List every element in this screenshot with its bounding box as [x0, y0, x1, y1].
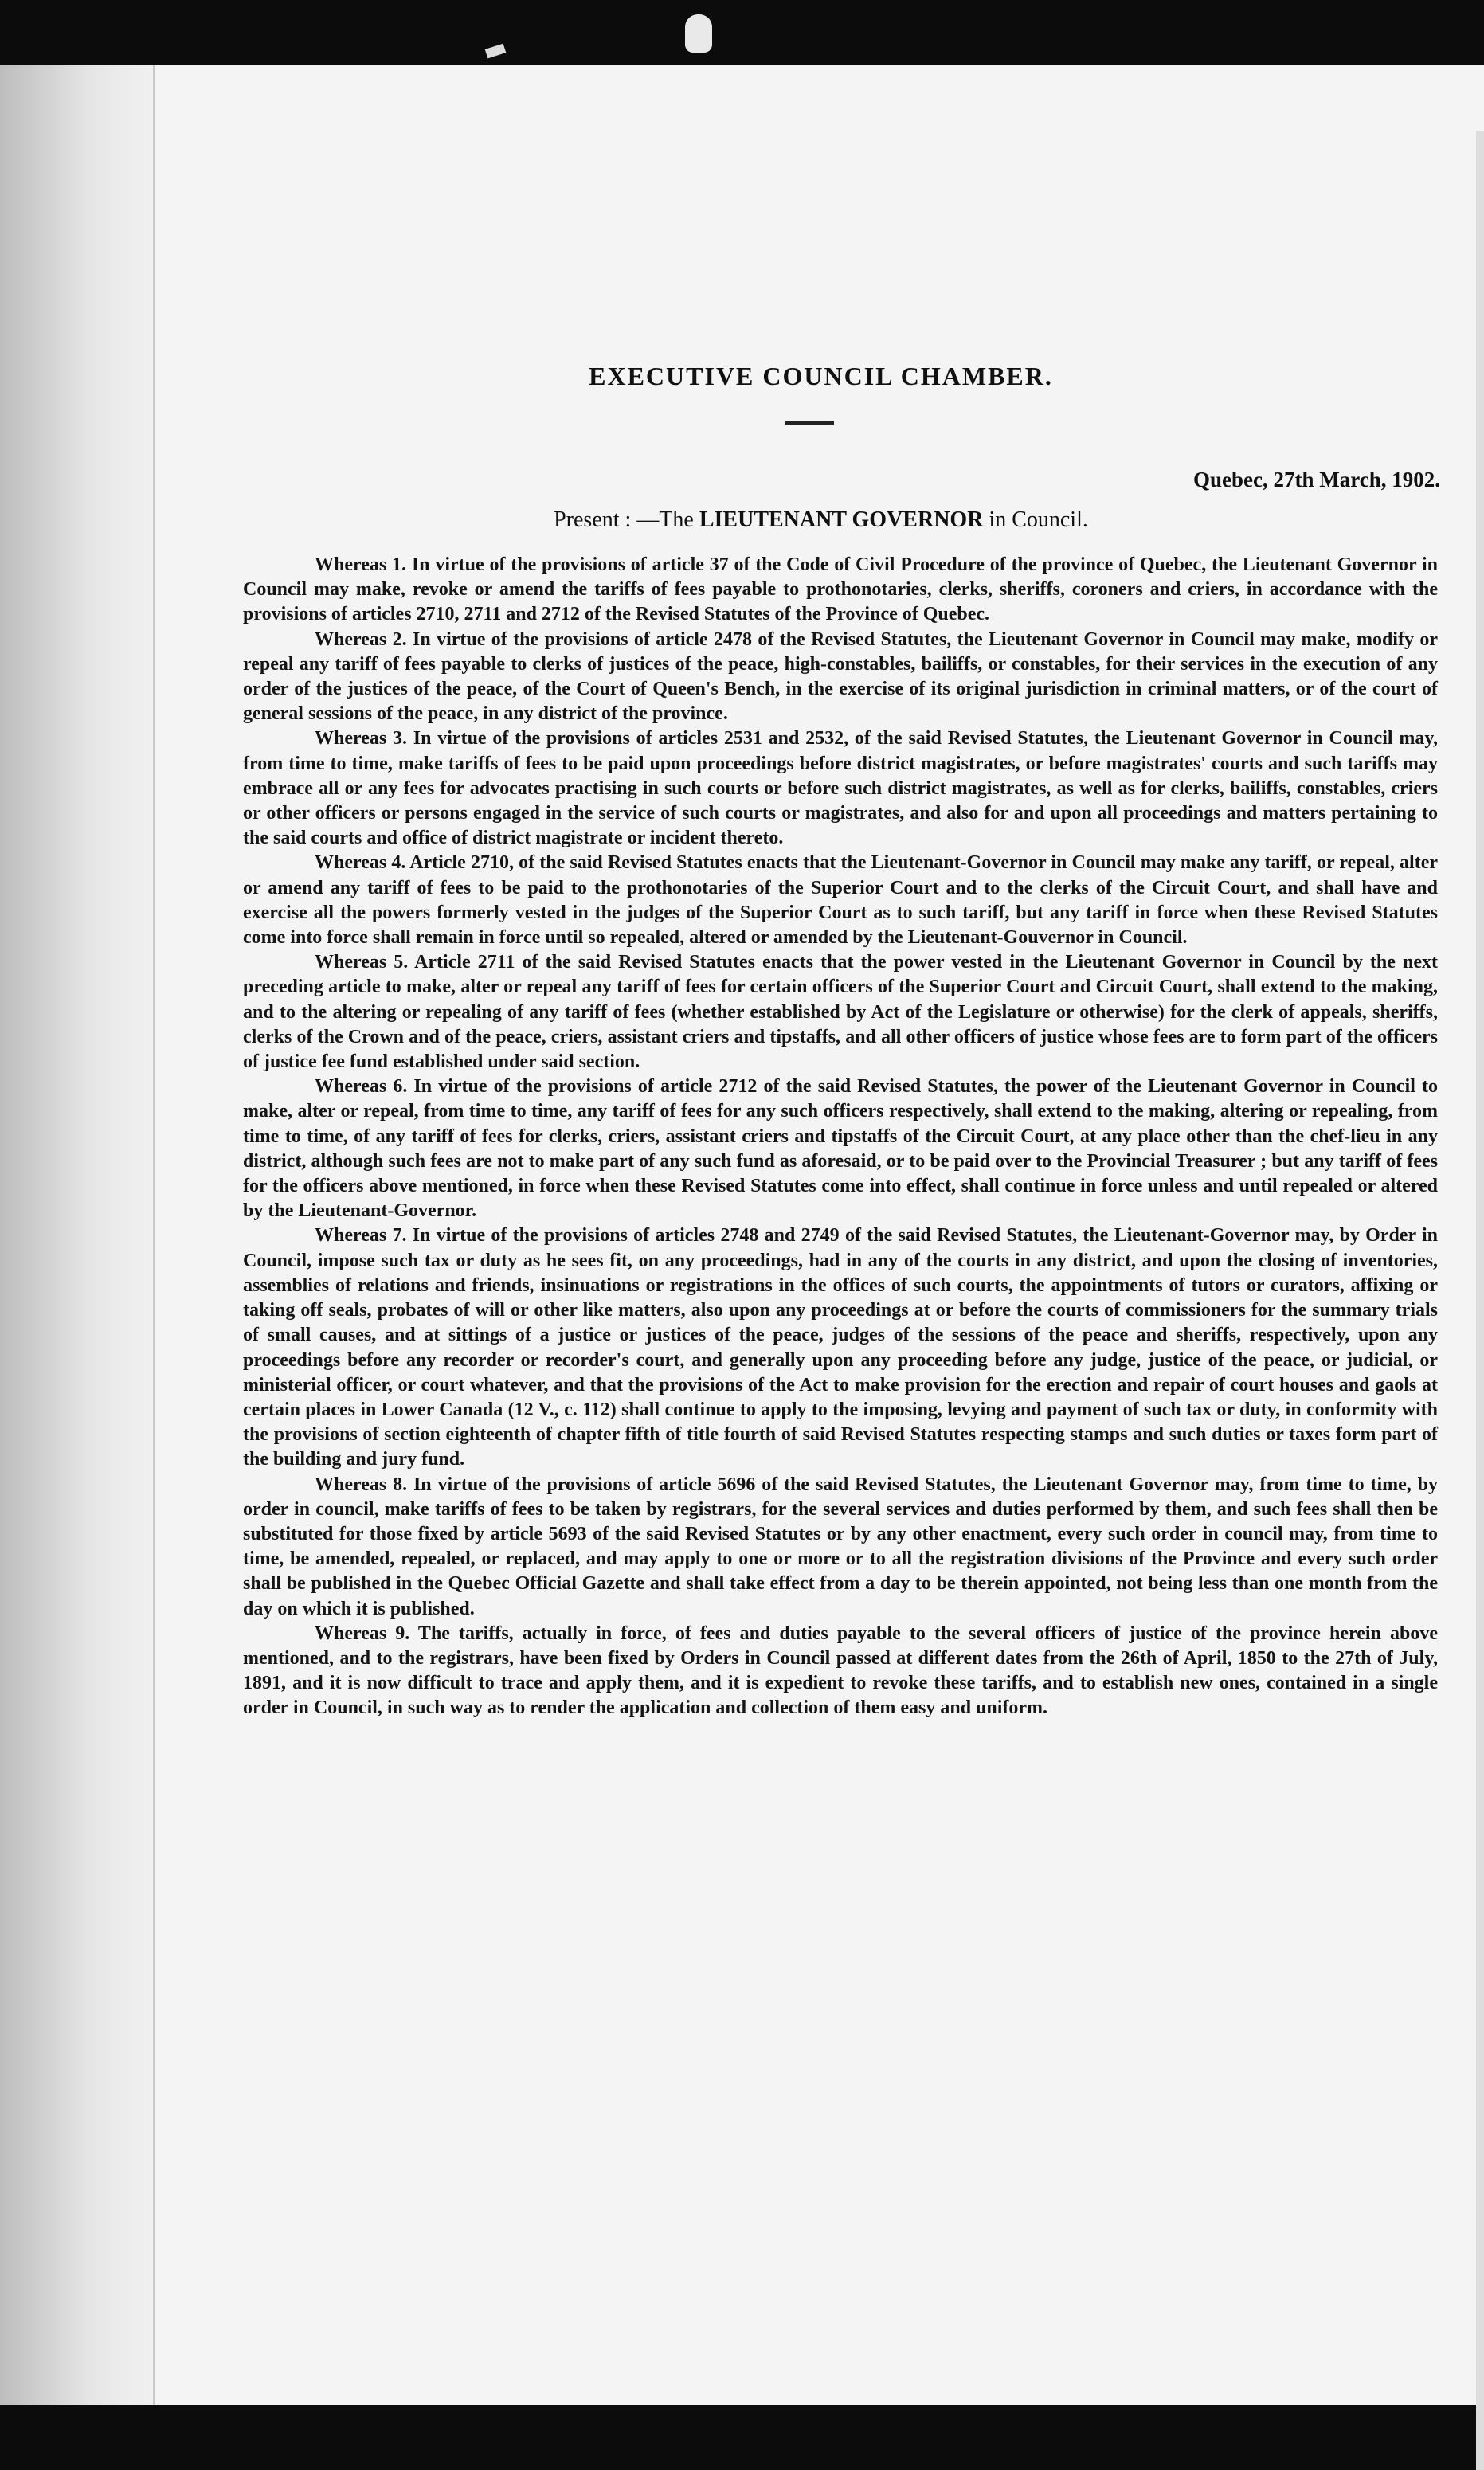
paragraph-whereas-4: Whereas 4. Article 2710, of the said Revised Statutes enacts that the Lieutenant-Governor in Council may make any tariff, or repeal, alter or amend any tariff of fees to be paid to the prothonotaries of the Superior Court and to the clerks of the Circuit Court, and shall have and exercise all the powers formerly vested in the judges of the Superior Court as to such tariff, but any tariff in force when these Revised Statutes come into force shall remain in force until so repealed, altered or amended by the Lieutenant-Gouvernor in Council. — [243, 852, 1438, 949]
paragraph-whereas-5: Whereas 5. Article 2711 of the said Revised Statutes enacts that the power vested in the Lieutenant Governor in Council by the next preceding article to make, alter or repeal any tariff of fees for certain officers of the Superior Court and Circuit Court, shall extend to the making, and to the altering or repealing of any tariff of fees (whether established by Act of the Legislature or otherwise) for the clerk of appeals, sheriffs, clerks of the Crown and of the peace, criers, assistant criers and tipstaffs, and all other officers of justice whose fees are to form part of the officers of justice fee fund established under said section. — [243, 952, 1438, 1073]
present-line — [155, 507, 1484, 533]
facing-page-edge — [0, 65, 153, 2405]
paragraph-whereas-9: Whereas 9. The tariffs, actually in force, of fees and duties payable to the several officers of justice of the province herein above mentioned, and to the registrars, have been fixed by Orders in Council passed at different dates from the 26th of April, 1850 to the 27th of July, 1891, and it is now difficult to trace and apply them, and it is expedient to revoke these tariffs, and to establish new ones, contained in a single order in Council, in such way as to render the application and collection of them easy and uniform. — [243, 1623, 1438, 1719]
heading-rule — [785, 421, 834, 425]
scan-artifact-mark — [685, 14, 712, 53]
paragraph-whereas-7: Whereas 7. In virtue of the provisions of articles 2748 and 2749 of the said Revised Statutes, the Lieutenant-Governor may, by Order in Council, impose such tax or duty as he sees fit, on any proceedings, had in any of the courts in any district, and upon the closing of inventories, assemblies of relations and friends, insinuations or registrations in the offices of such courts, the appointments of tutors or curators, affixing or taking off seals, probates of will or other like matters, also upon any proceedings at or before the courts of commissioners for the summary trials of small causes, and at sittings of a justice or justices of the peace, judges of the sessions of the peace and sheriffs, respectively, upon any proceedings before any recorder or recorder's court, and generally upon any proceeding before any judge, justice of the peace, or judicial, or ministerial officer, or court whatever, and that the provisions of the Act to make provision for the erection and repair of court houses and gaols at certain places in Lower Canada (12 V., c. 112) shall continue to apply to the imposing, levying and payment of such tax or duty, in conformity with the provisions of section eighteenth of chapter fifth of title fourth of said Revised Statutes respecting stamps and such duties or taxes form part of the building and jury fund. — [243, 1225, 1438, 1470]
dateline: Quebec, 27th March, 1902. — [1193, 468, 1440, 491]
present-title: LIEUTENANT GOVERNOR — [699, 507, 984, 532]
document-body — [243, 553, 1438, 1721]
document-page — [153, 65, 1484, 2405]
paragraph-whereas-8: Whereas 8. In virtue of the provisions of article 5696 of the said Revised Statutes, the Lieutenant Governor may, from time to time, by order in council, make tariffs of fees to be taken by registrars, for the several services and duties performed by them, and such fees shall then be substituted for those fixed by article 5693 of the said Revised Statutes or by any other enactment, every such order in council may, from time to time, be amended, repealed, or replaced, and may apply to one or more or to all the registration divisions of the Province and every such order shall be published in the Quebec Official Gazette and shall take effect from a day to be therein appointed, not being less than one month from the day on which it is published. — [243, 1474, 1438, 1619]
paragraph-whereas-3: Whereas 3. In virtue of the provisions of articles 2531 and 2532, of the said Revised Statutes, the Lieutenant Governor in Council may, from time to time, make tariffs of fees to be paid upon proceedings before district magistrates, or before magistrates' courts and such tariffs may embrace all or any fees for advocates practising in such courts or before such district magistrates, as well as for clerks, bailiffs, constables, criers or other officers or persons engaged in the service of such courts or magistrates, and also for and upon all proceedings and matters pertaining to the said courts and office of district magistrate or incident thereto. — [243, 728, 1438, 849]
present-suffix: in Council. — [989, 507, 1088, 532]
paragraph-whereas-2: Whereas 2. In virtue of the provisions of article 2478 of the Revised Statutes, the Lieutenant Governor in Council may make, modify or repeal any tariff of fees payable to clerks of justices of the peace, high-constables, bailiffs, or constables, for their services in the execution of any order of the justices of the peace, of the Court of Queen's Bench, in the exercise of its original jurisdiction in criminal matters, or of the court of general sessions of the peace, in any district of the province. — [243, 628, 1438, 725]
paragraph-whereas-6: Whereas 6. In virtue of the provisions of article 2712 of the said Revised Statutes, the power of the Lieutenant Governor in Council to make, alter or repeal, from time to time, any tariff of fees for any such officers respectively, shall extend to the making, altering or repealing, from time to time, of any tariff of fees for clerks, criers, assistant criers and tipstaffs of the Circuit Court, at any place other than the chef-lieu in any district, although such fees are not to make part of any such fund as aforesaid, or to be paid over to the Provincial Treasurer ; but any tariff of fees for the officers above mentioned, in force when these Revised Statutes come into effect, shall continue in force unless and until repealed or altered by the Lieutenant-Governor. — [243, 1076, 1438, 1222]
page-right-edge — [1476, 131, 1484, 2470]
scan-artifact-mark-small — [485, 44, 507, 59]
present-prefix: Present : —The — [554, 507, 694, 532]
page-heading: EXECUTIVE COUNCIL CHAMBER. — [589, 362, 1053, 390]
paragraph-whereas-1: Whereas 1. In virtue of the provisions of article 37 of the Code of Civil Procedure of the province of Quebec, the Lieutenant Governor in Council may make, revoke or amend the tariffs of fees payable to prothonotaries, clerks, sheriffs, coroners and criers, in accordance with the provisions of articles 2710, 2711 and 2712 of the Revised Statutes of the Province of Quebec. — [243, 554, 1438, 625]
